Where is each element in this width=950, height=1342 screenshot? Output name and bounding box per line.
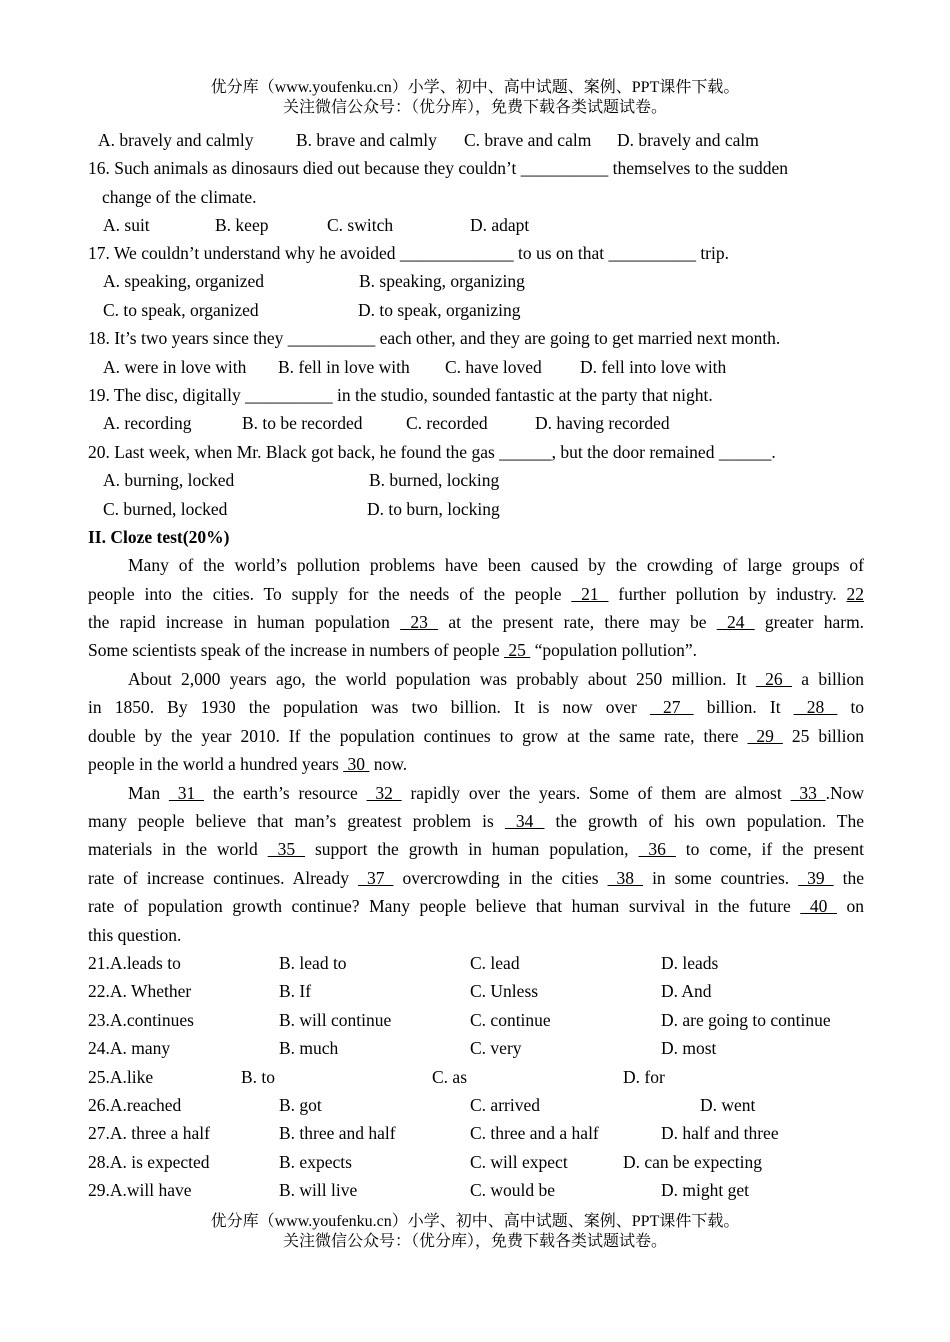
q19-option-b: B. to be recorded xyxy=(242,413,363,433)
text: the growth of his own population. The xyxy=(555,811,865,831)
passage-p1-line-2 xyxy=(88,583,864,605)
passage-p1-line-1: Many of the world’s pollution problems have been caused by the crowding of large groups of xyxy=(128,555,864,575)
option-21-b: B. lead to xyxy=(279,953,347,973)
q18-option-a: A. were in love with xyxy=(103,357,247,377)
option-24-c: C. very xyxy=(470,1038,522,1058)
option-29-a: 29.A.will have xyxy=(88,1180,192,1200)
q18-option-b: B. fell in love with xyxy=(278,357,410,377)
option-24-b: B. much xyxy=(279,1038,339,1058)
passage-p2-line-4 xyxy=(88,753,864,775)
passage-p1-line-3 xyxy=(88,611,864,633)
footer-line-2: 关注微信公众号：（优分库），免费下载各类试题试卷。 xyxy=(282,1233,667,1250)
q17-option-b: B. speaking, organizing xyxy=(359,271,525,291)
text: many people believe that man’s greatest problem is xyxy=(88,811,494,831)
blank-21: 21 xyxy=(571,584,609,604)
option-28-d: D. can be expecting xyxy=(623,1152,762,1172)
blank-32: 32 xyxy=(366,783,402,803)
q16-option-d: D. adapt xyxy=(470,215,530,235)
option-28-a: 28.A. is expected xyxy=(88,1152,210,1172)
option-23-c: C. continue xyxy=(470,1010,551,1030)
header-line-1: 优分库（www.youfenku.cn）小学、初中、高中试题、案例、PPT课件下载。 xyxy=(210,79,740,96)
passage-p2-line-2 xyxy=(88,696,864,718)
blank-31: 31 xyxy=(168,783,205,803)
option-27-c: C. three and a half xyxy=(470,1123,599,1143)
blank-30: 30 xyxy=(343,754,370,774)
q16-stem: 16. Such animals as dinosaurs died out because they couldn’t __________ themselves to the sudden xyxy=(88,158,789,178)
text: the earth’s resource xyxy=(212,783,358,803)
text: people in the world a hundred years xyxy=(88,754,339,774)
blank-24: 24 xyxy=(716,612,755,632)
blank-29: 29 xyxy=(747,726,783,746)
q19-option-a: A. recording xyxy=(103,413,192,433)
option-29-d: D. might get xyxy=(661,1180,749,1200)
q20-option-b: B. burned, locking xyxy=(369,470,500,490)
option-22-a: 22.A. Whether xyxy=(88,981,192,1001)
q18-stem: 18. It’s two years since they __________ each other, and they are going to get married next month. xyxy=(88,328,781,348)
blank-35: 35 xyxy=(267,839,306,859)
option-26-a: 26.A.reached xyxy=(88,1095,182,1115)
option-23-a: 23.A.continues xyxy=(88,1010,194,1030)
option-25-d: D. for xyxy=(623,1067,665,1087)
passage-p3-line-3 xyxy=(88,838,864,860)
q16-option-b: B. keep xyxy=(215,215,269,235)
option-23-b: B. will continue xyxy=(279,1010,392,1030)
q20-option-d: D. to burn, locking xyxy=(367,499,500,519)
blank-22: 22 xyxy=(846,584,864,604)
q17-option-d: D. to speak, organizing xyxy=(358,300,521,320)
q16-option-c: C. switch xyxy=(327,215,394,235)
blank-28: 28 xyxy=(793,697,838,717)
q19-option-d: D. having recorded xyxy=(535,413,670,433)
q17-option-c: C. to speak, organized xyxy=(103,300,259,320)
option-21-a: 21.A.leads to xyxy=(88,953,181,973)
q20-option-c: C. burned, locked xyxy=(103,499,228,519)
text: now. xyxy=(373,754,408,774)
q15-option-d: D. bravely and calm xyxy=(617,130,759,150)
blank-26: 26 xyxy=(755,669,792,689)
text: the rapid increase in human population xyxy=(88,612,390,632)
text: Man xyxy=(128,783,161,803)
q17-option-a: A. speaking, organized xyxy=(103,271,265,291)
option-25-c: C. as xyxy=(432,1067,467,1087)
option-26-c: C. arrived xyxy=(470,1095,540,1115)
blank-23: 23 xyxy=(400,612,439,632)
option-22-d: D. And xyxy=(661,981,712,1001)
q18-option-d: D. fell into love with xyxy=(580,357,727,377)
q16-stem-cont: change of the climate. xyxy=(102,187,257,207)
footer-line-1: 优分库（www.youfenku.cn）小学、初中、高中试题、案例、PPT课件下载。 xyxy=(210,1213,740,1230)
option-28-b: B. expects xyxy=(279,1152,352,1172)
section-title: II. Cloze test(20%) xyxy=(88,527,230,547)
q15-option-b: B. brave and calmly xyxy=(296,130,437,150)
option-28-c: C. will expect xyxy=(470,1152,568,1172)
option-26-d: D. went xyxy=(700,1095,756,1115)
blank-40: 40 xyxy=(800,896,837,916)
option-25-a: 25.A.like xyxy=(88,1067,154,1087)
option-29-b: B. will live xyxy=(279,1180,358,1200)
passage-p2-line-1 xyxy=(128,668,864,690)
text: “population pollution”. xyxy=(534,640,697,660)
text: in 1850. By 1930 the population was two billion. It is now over xyxy=(88,697,637,717)
text: 25 billion xyxy=(791,726,865,746)
text: a billion xyxy=(801,669,865,689)
text: billion. It xyxy=(706,697,781,717)
option-25-b: B. to xyxy=(241,1067,276,1087)
passage-p3-line-6: this question. xyxy=(88,925,182,945)
q19-option-c: C. recorded xyxy=(406,413,488,433)
text: About 2,000 years ago, the world population was probably about 250 million. It xyxy=(128,669,747,689)
text: rapidly over the years. Some of them are almost xyxy=(410,783,782,803)
text: .Now xyxy=(825,783,865,803)
option-21-d: D. leads xyxy=(661,953,719,973)
option-29-c: C. would be xyxy=(470,1180,556,1200)
option-27-b: B. three and half xyxy=(279,1123,396,1143)
text: greater harm. xyxy=(764,612,865,632)
blank-27: 27 xyxy=(649,697,694,717)
q18-option-c: C. have loved xyxy=(445,357,542,377)
option-26-b: B. got xyxy=(279,1095,322,1115)
blank-37: 37 xyxy=(357,868,394,888)
option-27-a: 27.A. three a half xyxy=(88,1123,210,1143)
text: the xyxy=(842,868,865,888)
passage-p2-line-3 xyxy=(88,725,864,747)
text: rate of population growth continue? Many people believe that human survival in the future xyxy=(88,896,791,916)
option-23-d: D. are going to continue xyxy=(661,1010,831,1030)
text: Some scientists speak of the increase in numbers of people xyxy=(88,640,500,660)
text: to come, if the present xyxy=(685,839,865,859)
text: on xyxy=(846,896,865,916)
text: in some countries. xyxy=(652,868,790,888)
blank-25: 25 xyxy=(504,640,531,660)
text: double by the year 2010. If the population continues to grow at the same rate, there xyxy=(88,726,739,746)
option-24-d: D. most xyxy=(661,1038,717,1058)
q16-option-a: A. suit xyxy=(103,215,150,235)
text: overcrowding in the cities xyxy=(402,868,599,888)
text: support the growth in human population, xyxy=(314,839,629,859)
option-24-a: 24.A. many xyxy=(88,1038,171,1058)
blank-39: 39 xyxy=(798,868,834,888)
q17-stem: 17. We couldn’t understand why he avoided _____________ to us on that __________ trip. xyxy=(88,243,729,263)
q15-option-c: C. brave and calm xyxy=(464,130,592,150)
text: materials in the world xyxy=(88,839,258,859)
blank-33-group xyxy=(791,783,865,803)
text: people into the cities. To supply for the needs of the people xyxy=(88,584,562,604)
text: at the present rate, there may be xyxy=(448,612,707,632)
option-21-c: C. lead xyxy=(470,953,520,973)
option-27-d: D. half and three xyxy=(661,1123,779,1143)
option-22-c: C. Unless xyxy=(470,981,539,1001)
passage-p3-line-4 xyxy=(88,867,864,889)
blank-38: 38 xyxy=(607,868,644,888)
header-line-2: 关注微信公众号：（优分库），免费下载各类试题试卷。 xyxy=(282,99,667,116)
passage-p1-line-4 xyxy=(88,639,864,661)
passage-p3-line-1 xyxy=(128,782,864,804)
q19-stem: 19. The disc, digitally __________ in the studio, sounded fantastic at the party that night. xyxy=(88,385,713,405)
q20-stem: 20. Last week, when Mr. Black got back, he found the gas ______, but the door remained ______. xyxy=(88,442,776,462)
blank-34: 34 xyxy=(504,811,545,831)
text: further pollution by industry. xyxy=(618,584,837,604)
text: to xyxy=(850,697,865,717)
q20-option-a: A. burning, locked xyxy=(103,470,235,490)
text: rate of increase continues. Already xyxy=(88,868,349,888)
passage-p3-line-2 xyxy=(88,810,864,832)
blank-33: 33 xyxy=(790,783,826,803)
q15-option-a: A. bravely and calmly xyxy=(98,130,254,150)
blank-36: 36 xyxy=(638,839,676,859)
passage-p3-line-5 xyxy=(88,895,864,917)
option-22-b: B. If xyxy=(279,981,312,1001)
